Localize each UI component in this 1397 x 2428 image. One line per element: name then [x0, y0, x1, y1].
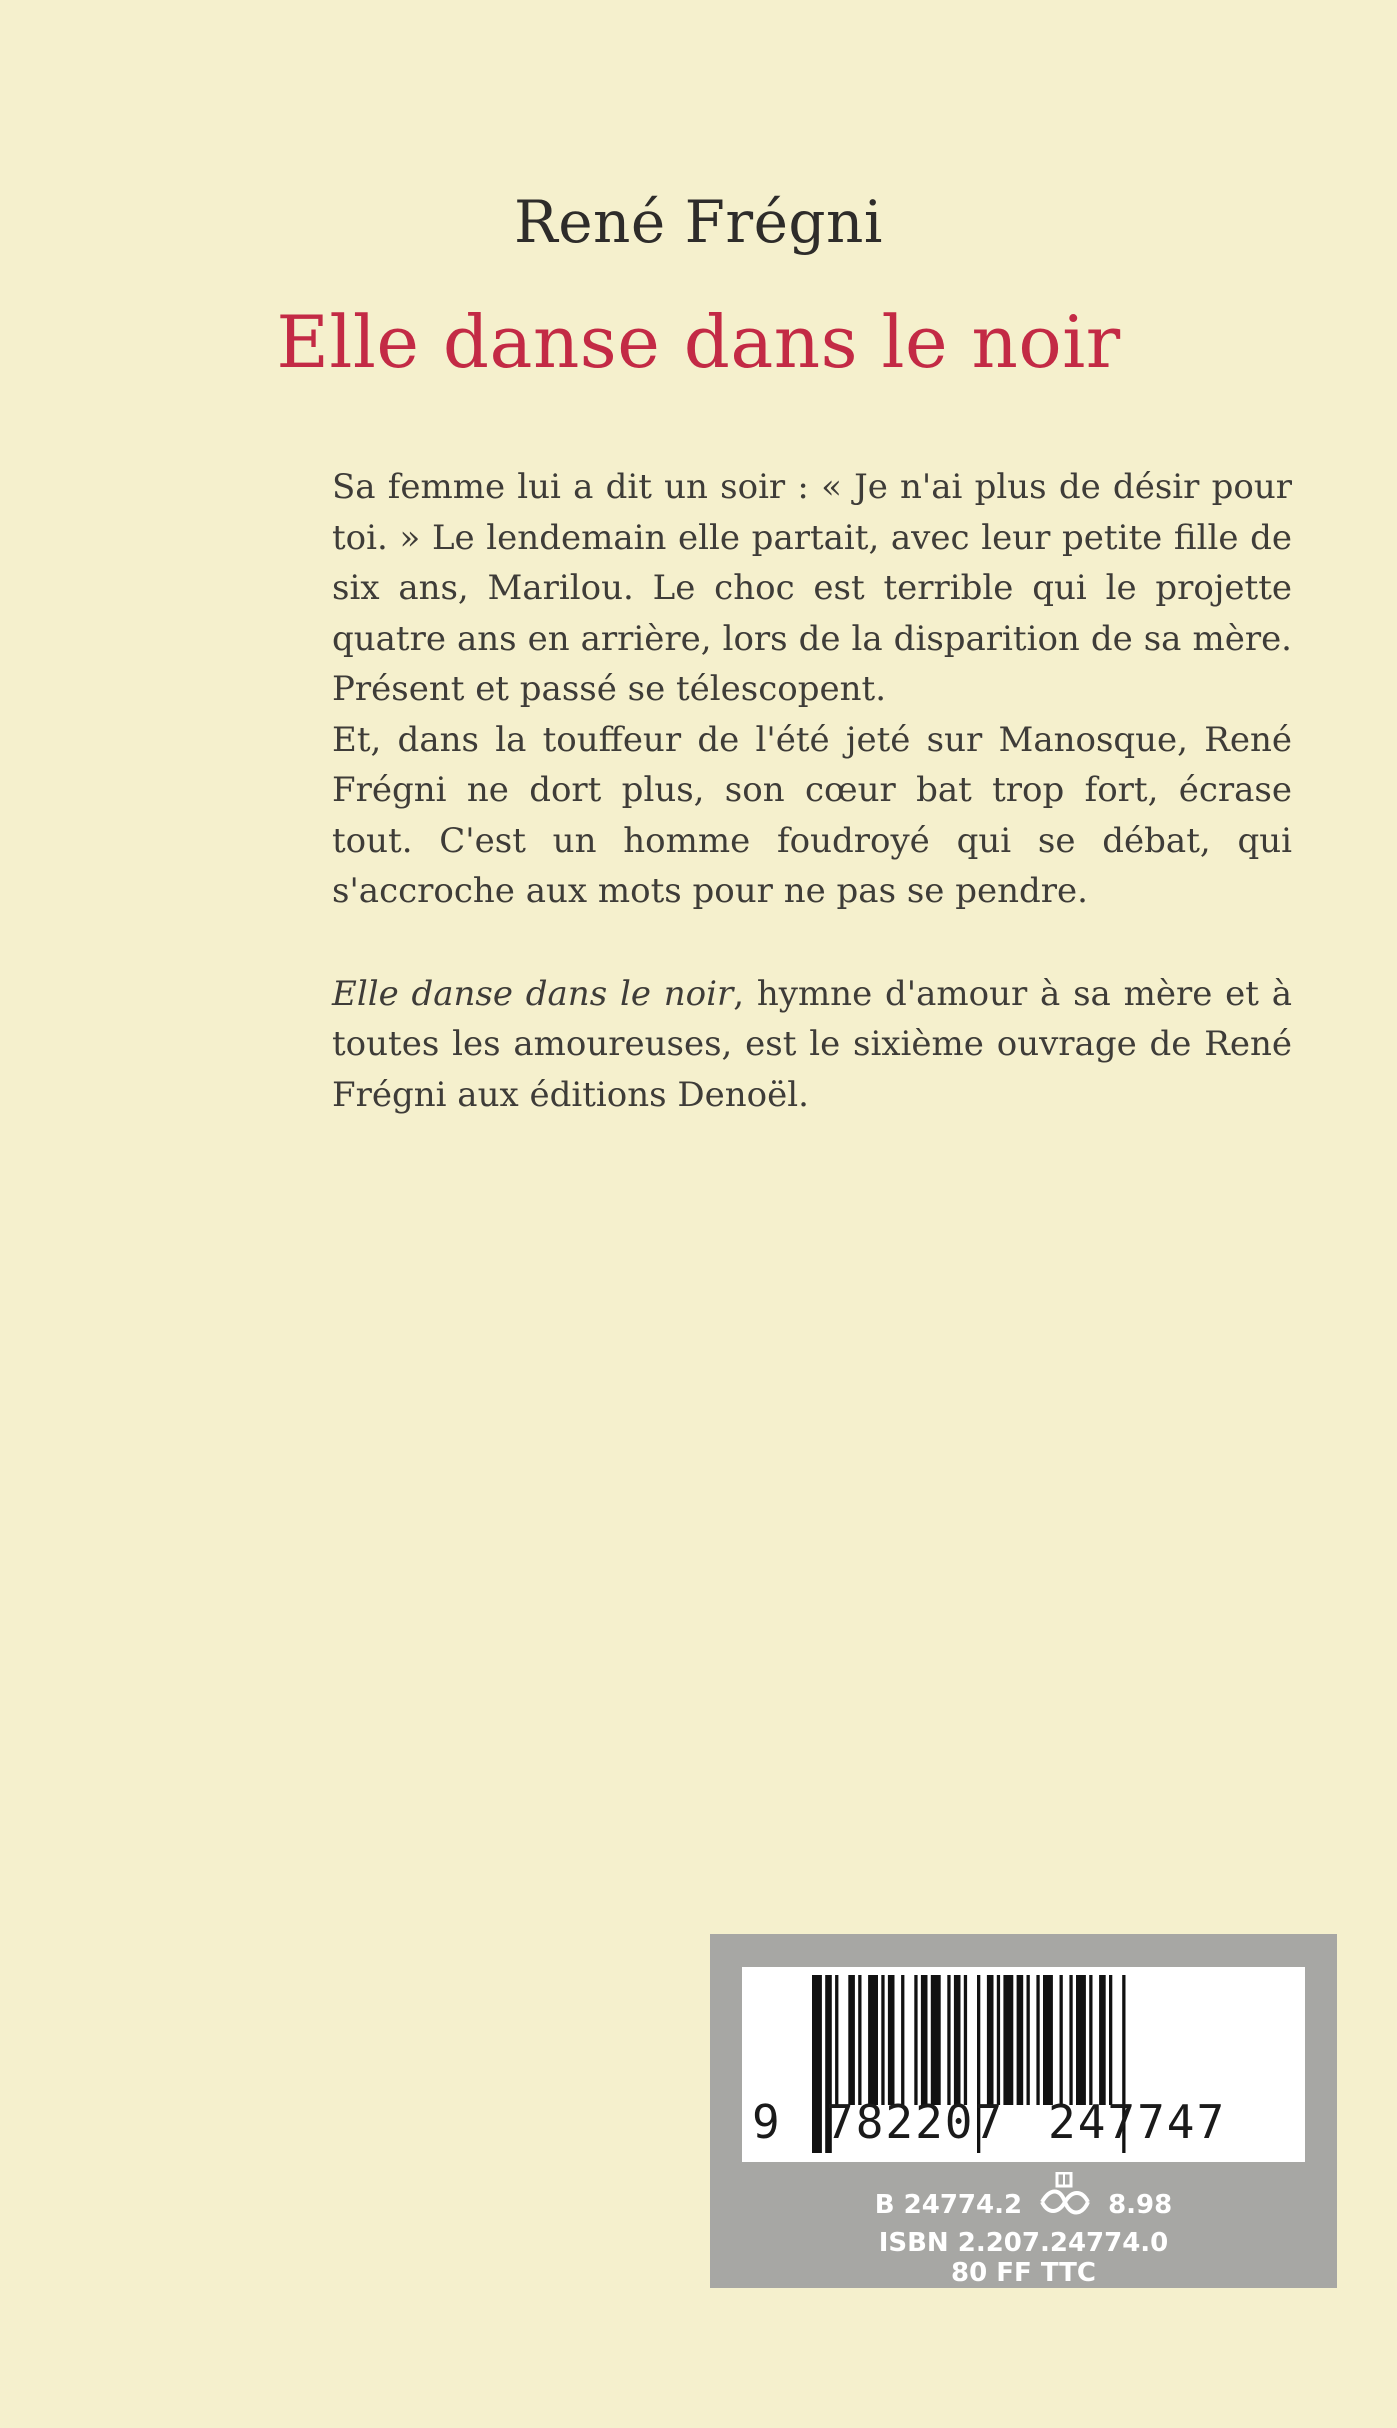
barcode-bar [1089, 1975, 1092, 2105]
blurb [332, 462, 1292, 1120]
blurb-paragraph-2: Et, dans la touffeur de l'été jeté sur Manosque, René Frégni ne dort plus, son cœur bat trop fort, écrase tout. C'est un homme foudroyé qui se débat, qui s'accroche aux mots pour ne pas se pendre. [332, 719, 1292, 911]
book-title: Elle danse dans le noir [276, 300, 1121, 384]
barcode-bar [987, 1975, 994, 2105]
barcode-bar [947, 1975, 950, 2105]
retail-price: 80 FF TTC [951, 2258, 1096, 2288]
barcode-bar [858, 1975, 861, 2105]
barcode-bar [921, 1975, 928, 2105]
barcode-bar [1027, 1975, 1030, 2105]
author-name: René Frégni [514, 188, 883, 256]
barcode-digits [742, 2095, 1305, 2155]
isbn-barcode [742, 1967, 1305, 2162]
product-codes [710, 2182, 1337, 2288]
blurb-paragraph-3-text: , hymne d'amour à sa mère et à toutes les amoureuses, est le sixième ouvrage de René Frégni aux éditions Denoël. [332, 973, 1292, 1115]
barcode-bar [1043, 1975, 1053, 2105]
blurb-title-reference: Elle danse dans le noir [332, 973, 734, 1014]
barcode-bar [1099, 1975, 1106, 2105]
barcode-bar [835, 1975, 838, 2105]
barcode-bar [1109, 1975, 1112, 2105]
barcode-bar [1076, 1975, 1086, 2105]
barcode-bar [997, 1975, 1000, 2105]
codes-row [710, 2182, 1337, 2228]
barcode-bar [964, 1975, 967, 2105]
blurb-paragraph-1: Sa femme lui a dit un soir : « Je n'ai plus de désir pour toi. » Le lendemain elle partait, avec leur petite fille de six ans, Marilou. Le choc est terrible qui le projette quatre ans en arrière, lors de la disparition de sa mère. Présent et passé se télescopent. [332, 467, 1292, 709]
barcode-bar [868, 1975, 878, 2105]
barcode-bar [954, 1975, 961, 2105]
barcode-bar [881, 1975, 884, 2105]
barcode-bar [888, 1975, 895, 2105]
barcode-left-group: 782207 [826, 2095, 1005, 2149]
barcode-right-group: 247747 [1048, 2095, 1227, 2149]
publisher-logo-icon [1038, 2172, 1092, 2218]
barcode-bar [848, 1975, 855, 2105]
barcode-bar [1069, 1975, 1072, 2105]
barcode-bar [1003, 1975, 1013, 2105]
price-code: 8.98 [1108, 2190, 1173, 2220]
barcode-bar [1036, 1975, 1039, 2105]
barcode-bar [931, 1975, 941, 2105]
barcode-bar [914, 1975, 917, 2105]
barcode-first-digit: 9 [752, 2095, 780, 2149]
price-box [710, 1934, 1337, 2288]
catalog-code: B 24774.2 [874, 2190, 1023, 2220]
isbn-number: ISBN 2.207.24774.0 [878, 2228, 1169, 2258]
barcode-bar [1017, 1975, 1024, 2105]
barcode-bar [901, 1975, 904, 2105]
blurb-paragraph-3 [332, 969, 1292, 1121]
barcode-bar [1060, 1975, 1063, 2105]
